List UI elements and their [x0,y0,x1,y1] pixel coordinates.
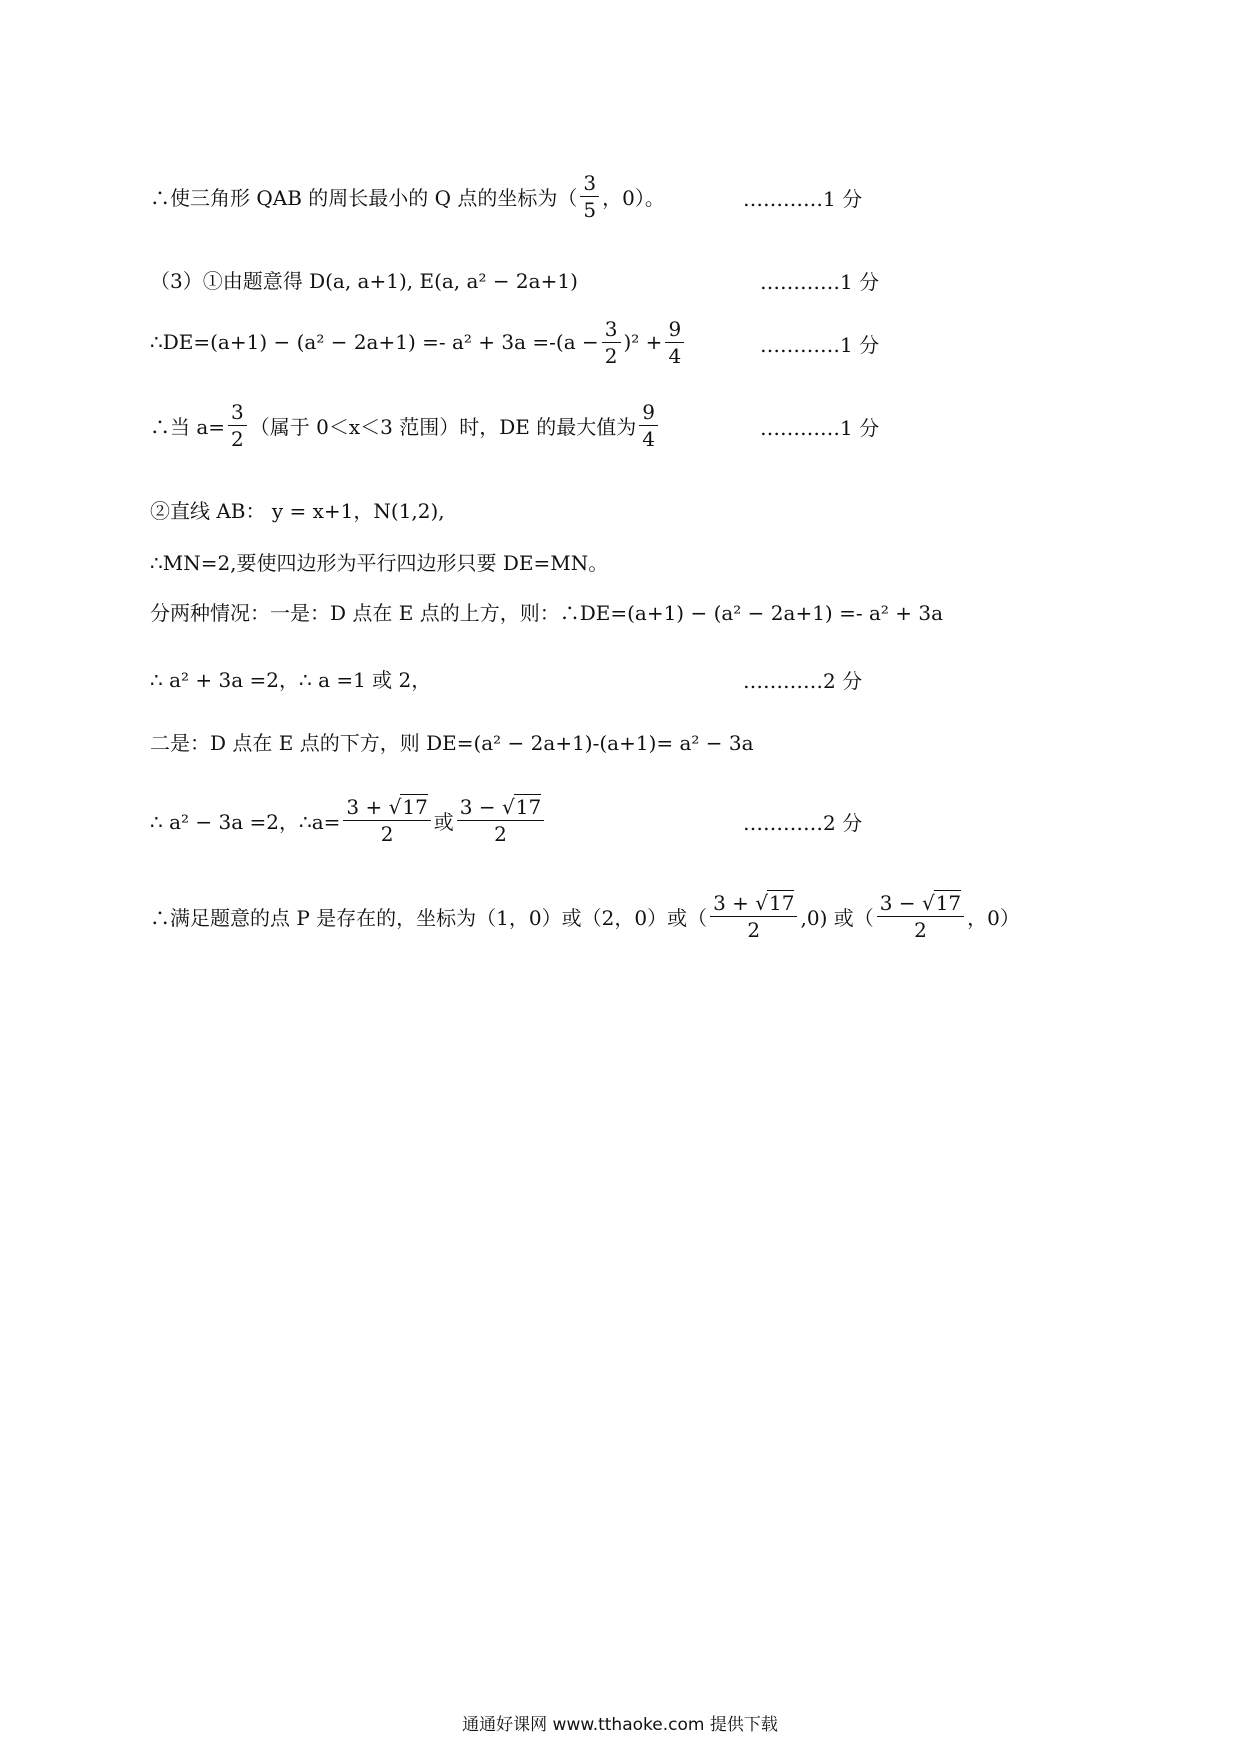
denominator: 2 [380,821,394,846]
text: 二是：D 点在 E 点的下方，则 DE=(a² − 2a+1)-(a+1)= a² − 3a [150,730,754,755]
text: 分两种情况：一是：D 点在 E 点的上方，则：∴DE=(a+1) − (a² − 2a+1) =- a² + 3a [150,600,944,625]
text: ，0） [967,905,1020,930]
fraction [228,399,247,452]
fraction [343,794,430,847]
text: ∴MN=2,要使四边形为平行四边形只要 DE=MN。 [150,550,609,575]
numerator: 9 [665,316,684,343]
fraction [580,170,599,223]
denominator: 2 [604,343,618,368]
text: ∴ a² + 3a =2，∴ a =1 或 2， [150,667,432,692]
fraction [710,890,797,943]
text: )² + [623,330,663,354]
fraction [877,890,964,943]
text: ∴ a² − 3a =2，∴a= [150,809,341,834]
text: ②直线 AB： y = x+1，N(1,2), [150,498,445,523]
text: ∴使三角形 QAB 的周长最小的 Q 点的坐标为（ [150,185,578,210]
text: ，0）。 [602,185,665,210]
denominator: 2 [231,426,244,451]
text: ∴满足题意的点 P 是存在的，坐标为（1，0）或（2，0）或（ [150,905,708,930]
numerator-part: 3 − [879,890,922,915]
score-mark: …………2 分 [743,669,863,693]
numerator: 3 − √17 [877,890,964,917]
text: 或 [433,809,454,834]
case-two-line [150,711,754,771]
de-expression-line [150,312,687,372]
numerator: 3 − √17 [457,794,544,821]
q-point-line [150,166,665,226]
text: ,0) 或（ [800,905,874,930]
score-mark: …………1 分 [760,270,880,294]
score-mark: …………2 分 [743,811,863,835]
fraction [665,316,684,369]
case-one-result-line [150,648,431,708]
fraction [602,316,621,369]
case-two-result-line [150,790,547,850]
denominator: 2 [747,917,761,942]
page-footer: 通通好课网 www.tthaoke.com 提供下载 [462,1715,778,1735]
part3-line [150,249,578,309]
score-mark: …………1 分 [760,416,880,440]
conclusion-line [150,886,1020,946]
numerator: 3 [228,399,247,426]
denominator: 2 [494,821,507,846]
text: （3）①由题意得 D(a, a+1), E(a, a² − 2a+1) [150,268,578,293]
text: ∴当 a= [150,414,226,439]
denominator: 2 [914,917,927,942]
fraction [457,794,544,847]
denominator: 4 [642,426,655,451]
denominator: 5 [583,197,597,222]
numerator: 3 + √17 [343,794,430,821]
radicand: 17 [935,890,962,915]
fraction [639,399,658,452]
radicand: 17 [402,794,428,819]
score-mark: …………1 分 [743,187,863,211]
text: ∴DE=(a+1) − (a² − 2a+1) =- a² + 3a =-(a − [150,330,599,354]
numerator: 9 [639,399,658,426]
numerator-part: 3 − [459,794,502,819]
score-mark: …………1 分 [760,333,880,357]
text: （属于 0＜x＜3 范围）时，DE 的最大值为 [249,414,637,439]
case-one-line [150,581,943,641]
de-max-line [150,395,661,455]
numerator: 3 [580,170,599,197]
line-ab-line [150,479,445,539]
radicand: 17 [769,890,795,915]
numerator: 3 [602,316,621,343]
numerator: 3 + √17 [710,890,797,917]
numerator-part: 3 + [713,890,756,915]
radicand: 17 [515,794,542,819]
numerator-part: 3 + [346,794,389,819]
denominator: 4 [668,343,682,368]
